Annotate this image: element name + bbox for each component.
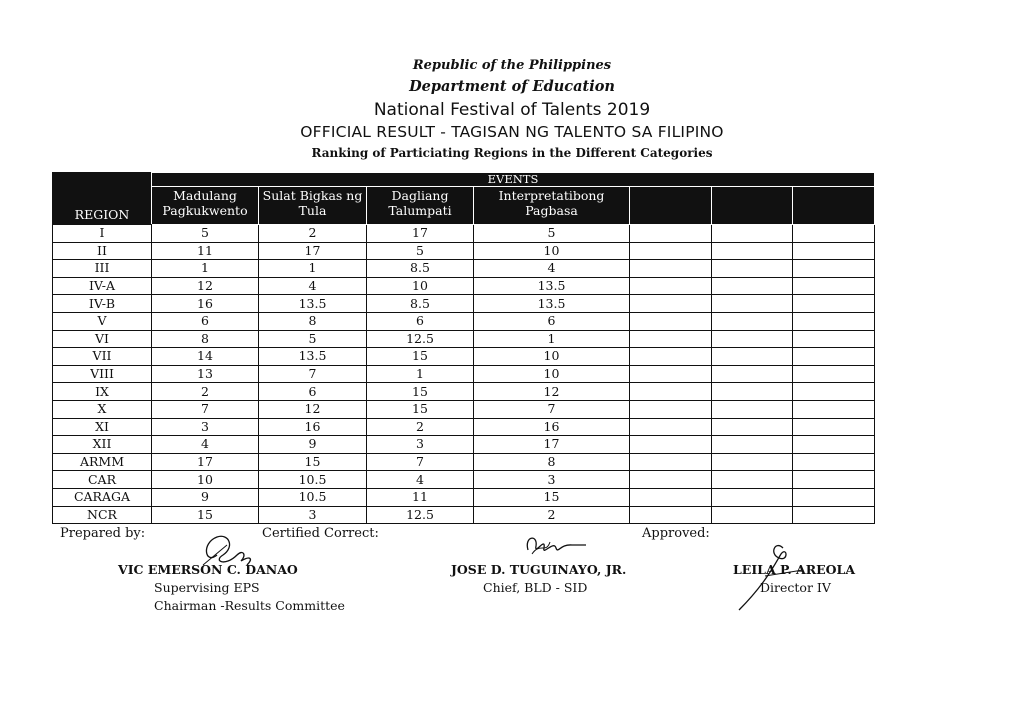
table-row xyxy=(53,312,875,330)
table-row xyxy=(53,453,875,471)
certifier-position: Chief, BLD - SID xyxy=(483,580,588,595)
empty-cell xyxy=(712,506,793,524)
rank-cell: 4 xyxy=(152,436,259,454)
region-cell: XI xyxy=(53,418,152,436)
rank-cell: 1 xyxy=(259,260,367,278)
table-row xyxy=(53,365,875,383)
rank-cell: 3 xyxy=(474,471,630,489)
region-cell: XII xyxy=(53,436,152,454)
event-column-header: Dagliang Talumpati xyxy=(367,187,474,225)
empty-cell xyxy=(630,471,712,489)
rank-cell: 17 xyxy=(152,453,259,471)
empty-cell xyxy=(712,383,793,401)
rank-cell: 15 xyxy=(367,400,474,418)
official-result-title: OFFICIAL RESULT - TAGISAN NG TALENTO SA FILIPINO xyxy=(300,123,724,141)
region-cell: CAR xyxy=(53,471,152,489)
rank-cell: 8 xyxy=(474,453,630,471)
rank-cell: 5 xyxy=(474,225,630,243)
empty-cell xyxy=(712,277,793,295)
table-row xyxy=(53,418,875,436)
rank-cell: 2 xyxy=(259,225,367,243)
rank-cell: 17 xyxy=(474,436,630,454)
certifier-signature xyxy=(520,530,590,560)
rank-cell: 13.5 xyxy=(474,277,630,295)
empty-cell xyxy=(630,348,712,366)
rank-cell: 10 xyxy=(152,471,259,489)
region-cell: CARAGA xyxy=(53,488,152,506)
rank-cell: 13 xyxy=(152,365,259,383)
empty-cell xyxy=(793,260,875,278)
rank-cell: 3 xyxy=(152,418,259,436)
rank-cell: 10.5 xyxy=(259,488,367,506)
empty-cell xyxy=(630,436,712,454)
rank-cell: 15 xyxy=(367,383,474,401)
table-row xyxy=(53,295,875,313)
region-column-header: REGION xyxy=(53,173,152,225)
empty-cell xyxy=(793,365,875,383)
approver-position: Director IV xyxy=(760,580,831,595)
rank-cell: 12.5 xyxy=(367,506,474,524)
ranking-subtitle: Ranking of Particiating Regions in the Different Categories xyxy=(311,146,713,160)
rank-cell: 16 xyxy=(152,295,259,313)
empty-cell xyxy=(793,418,875,436)
empty-cell xyxy=(712,348,793,366)
empty-cell xyxy=(712,436,793,454)
rank-cell: 12 xyxy=(474,383,630,401)
empty-cell xyxy=(712,365,793,383)
rank-cell: 12 xyxy=(259,400,367,418)
empty-cell xyxy=(712,312,793,330)
empty-cell xyxy=(630,418,712,436)
empty-cell xyxy=(793,471,875,489)
certifier-name: JOSE D. TUGUINAYO, JR. xyxy=(451,562,627,577)
empty-cell xyxy=(712,453,793,471)
region-cell: III xyxy=(53,260,152,278)
empty-cell xyxy=(630,242,712,260)
rank-cell: 13.5 xyxy=(259,348,367,366)
preparer-committee: Chairman -Results Committee xyxy=(154,598,345,613)
preparer-position: Supervising EPS xyxy=(154,580,260,595)
table-row xyxy=(53,242,875,260)
rank-cell: 10 xyxy=(474,365,630,383)
rank-cell: 15 xyxy=(474,488,630,506)
approver-name: LEILA P. AREOLA xyxy=(733,562,856,577)
region-cell: IV-B xyxy=(53,295,152,313)
rank-cell: 10 xyxy=(367,277,474,295)
rank-cell: 5 xyxy=(152,225,259,243)
rank-cell: 9 xyxy=(152,488,259,506)
rank-cell: 13.5 xyxy=(474,295,630,313)
rank-cell: 5 xyxy=(259,330,367,348)
rank-cell: 4 xyxy=(474,260,630,278)
empty-cell xyxy=(630,260,712,278)
region-cell: X xyxy=(53,400,152,418)
rank-cell: 6 xyxy=(474,312,630,330)
festival-title: National Festival of Talents 2019 xyxy=(373,100,651,120)
event-column-header: Interpretatibong Pagbasa xyxy=(474,187,630,225)
empty-cell xyxy=(793,295,875,313)
table-row xyxy=(53,225,875,243)
empty-cell xyxy=(630,453,712,471)
table-row xyxy=(53,330,875,348)
table-row xyxy=(53,506,875,524)
table-row xyxy=(53,471,875,489)
rank-cell: 5 xyxy=(367,242,474,260)
rank-cell: 7 xyxy=(259,365,367,383)
rank-cell: 12.5 xyxy=(367,330,474,348)
empty-cell xyxy=(712,471,793,489)
rank-cell: 15 xyxy=(152,506,259,524)
event-column-header: Madulang Pagkukwento xyxy=(152,187,259,225)
region-cell: IV-A xyxy=(53,277,152,295)
empty-cell xyxy=(630,488,712,506)
empty-cell xyxy=(793,488,875,506)
rank-cell: 11 xyxy=(367,488,474,506)
rank-cell: 6 xyxy=(367,312,474,330)
region-cell: V xyxy=(53,312,152,330)
results-table xyxy=(52,172,875,524)
empty-cell xyxy=(630,365,712,383)
empty-column-header xyxy=(630,187,712,225)
table-row xyxy=(53,383,875,401)
rank-cell: 17 xyxy=(259,242,367,260)
region-cell: NCR xyxy=(53,506,152,524)
region-cell: II xyxy=(53,242,152,260)
empty-column-header xyxy=(712,187,793,225)
rank-cell: 7 xyxy=(367,453,474,471)
approved-label: Approved: xyxy=(642,526,710,541)
empty-cell xyxy=(630,400,712,418)
empty-cell xyxy=(630,312,712,330)
region-cell: IX xyxy=(53,383,152,401)
region-cell: VIII xyxy=(53,365,152,383)
rank-cell: 16 xyxy=(259,418,367,436)
rank-cell: 10 xyxy=(474,348,630,366)
region-cell: I xyxy=(53,225,152,243)
rank-cell: 10.5 xyxy=(259,471,367,489)
rank-cell: 3 xyxy=(367,436,474,454)
rank-cell: 11 xyxy=(152,242,259,260)
rank-cell: 1 xyxy=(474,330,630,348)
rank-cell: 10 xyxy=(474,242,630,260)
rank-cell: 6 xyxy=(259,383,367,401)
empty-cell xyxy=(630,383,712,401)
rank-cell: 6 xyxy=(152,312,259,330)
empty-cell xyxy=(712,260,793,278)
empty-cell xyxy=(712,418,793,436)
empty-cell xyxy=(793,330,875,348)
republic-heading: Republic of the Philippines xyxy=(412,58,612,73)
region-cell: ARMM xyxy=(53,453,152,471)
empty-cell xyxy=(793,277,875,295)
empty-cell xyxy=(793,400,875,418)
department-heading: Department of Education xyxy=(409,78,615,95)
certified-correct-label: Certified Correct: xyxy=(262,526,379,541)
rank-cell: 7 xyxy=(152,400,259,418)
events-header: EVENTS xyxy=(152,173,875,187)
empty-cell xyxy=(630,277,712,295)
table-row xyxy=(53,348,875,366)
rank-cell: 14 xyxy=(152,348,259,366)
rank-cell: 16 xyxy=(474,418,630,436)
rank-cell: 1 xyxy=(152,260,259,278)
prepared-by-label: Prepared by: xyxy=(60,526,146,541)
empty-cell xyxy=(630,225,712,243)
region-cell: VI xyxy=(53,330,152,348)
empty-cell xyxy=(712,488,793,506)
rank-cell: 3 xyxy=(259,506,367,524)
empty-cell xyxy=(793,383,875,401)
rank-cell: 8 xyxy=(152,330,259,348)
empty-cell xyxy=(712,242,793,260)
rank-cell: 2 xyxy=(474,506,630,524)
empty-cell xyxy=(630,330,712,348)
empty-cell xyxy=(712,330,793,348)
rank-cell: 9 xyxy=(259,436,367,454)
rank-cell: 8.5 xyxy=(367,295,474,313)
approver-signature xyxy=(735,540,805,615)
empty-cell xyxy=(793,436,875,454)
empty-cell xyxy=(630,506,712,524)
empty-cell xyxy=(793,225,875,243)
rank-cell: 1 xyxy=(367,365,474,383)
empty-cell xyxy=(712,295,793,313)
preparer-name: VIC EMERSON C. DANAO xyxy=(118,562,298,577)
rank-cell: 2 xyxy=(152,383,259,401)
rank-cell: 7 xyxy=(474,400,630,418)
region-cell: VII xyxy=(53,348,152,366)
rank-cell: 15 xyxy=(367,348,474,366)
rank-cell: 15 xyxy=(259,453,367,471)
empty-cell xyxy=(793,312,875,330)
event-column-header: Sulat Bigkas ng Tula xyxy=(259,187,367,225)
rank-cell: 4 xyxy=(367,471,474,489)
empty-cell xyxy=(793,453,875,471)
rank-cell: 12 xyxy=(152,277,259,295)
empty-cell xyxy=(630,295,712,313)
table-row xyxy=(53,260,875,278)
empty-cell xyxy=(793,348,875,366)
empty-cell xyxy=(712,400,793,418)
rank-cell: 8 xyxy=(259,312,367,330)
rank-cell: 13.5 xyxy=(259,295,367,313)
empty-cell xyxy=(712,225,793,243)
rank-cell: 4 xyxy=(259,277,367,295)
rank-cell: 17 xyxy=(367,225,474,243)
rank-cell: 2 xyxy=(367,418,474,436)
empty-cell xyxy=(793,242,875,260)
table-row xyxy=(53,488,875,506)
table-row xyxy=(53,400,875,418)
rank-cell: 8.5 xyxy=(367,260,474,278)
empty-cell xyxy=(793,506,875,524)
table-row xyxy=(53,436,875,454)
empty-column-header xyxy=(793,187,875,225)
table-row xyxy=(53,277,875,295)
